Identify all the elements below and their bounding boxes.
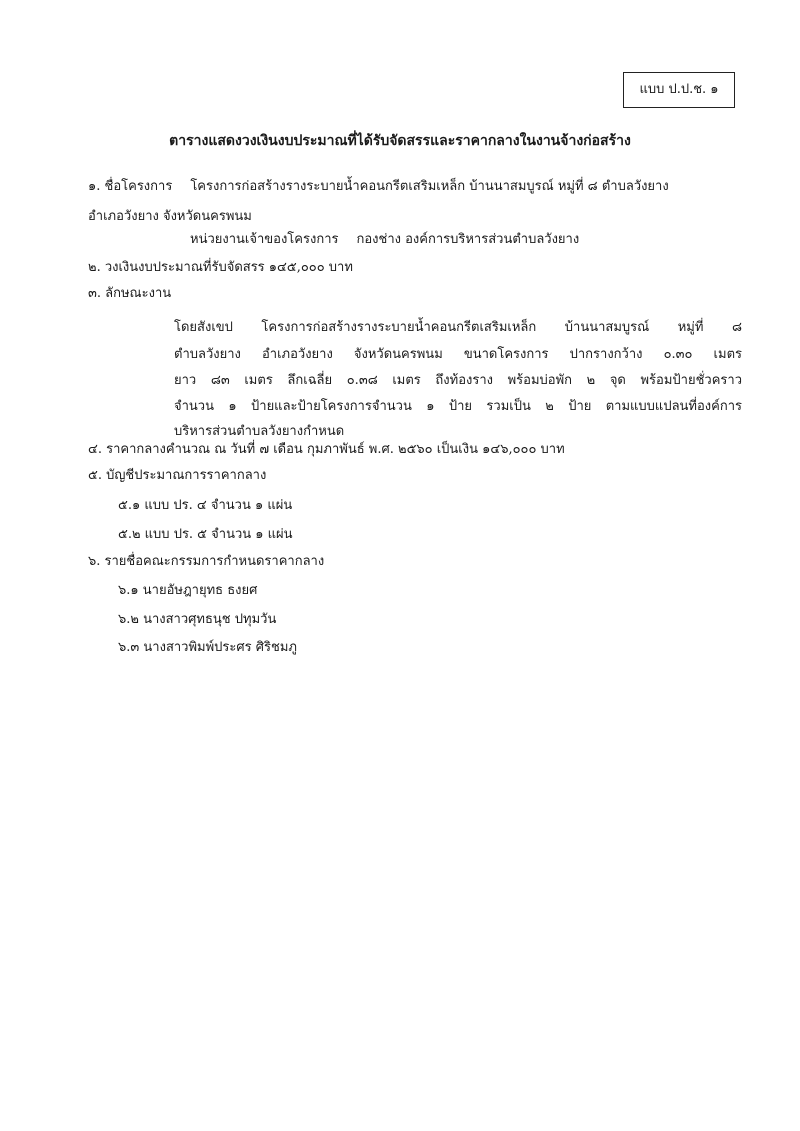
item6-label: ๖. รายชื่อคณะกรรมการกำหนดราคากลาง xyxy=(88,554,325,569)
item3-desc-line: ยาว ๘๓ เมตร ลึกเฉลี่ย ๐.๓๘ เมตร ถึงท้องราง พร้อมบ่อพัก ๒ จุด พร้อมป้ายชั่วคราว xyxy=(174,373,742,388)
item1-label: ๑. ชื่อโครงการ xyxy=(88,179,173,194)
item5-label: ๕. บัญชีประมาณการราคากลาง xyxy=(88,468,267,483)
committee-member: ๖.๓ นางสาวพิมพ์ประศร ศิริชมภู xyxy=(118,640,297,655)
owner-value: กองช่าง องค์การบริหารส่วนตำบลวังยาง xyxy=(356,232,580,247)
item3-desc-line: บริหารส่วนตำบลวังยางกำหนด xyxy=(174,424,345,439)
committee-member: ๖.๒ นางสาวศุทธนุช ปทุมวัน xyxy=(118,612,277,627)
item5-sub: ๕.๒ แบบ ปร. ๕ จำนวน ๑ แผ่น xyxy=(118,527,293,542)
item5-sub: ๕.๑ แบบ ปร. ๔ จำนวน ๑ แผ่น xyxy=(118,498,293,513)
item3-desc-line: โดยสังเขป โครงการก่อสร้างรางระบายน้ำคอนกรีตเสริมเหล็ก บ้านนาสมบูรณ์ หมู่ที่ ๘ xyxy=(174,320,742,335)
item1-value: โครงการก่อสร้างรางระบายน้ำคอนกรีตเสริมเหล็ก บ้านนาสมบูรณ์ หมู่ที่ ๘ ตำบลวังยาง xyxy=(190,179,669,194)
item4-median-price: ๔. ราคากลางคำนวณ ณ วันที่ ๗ เดือน กุมภาพันธ์ พ.ศ. ๒๕๖๐ เป็นเงิน ๑๔๖,๐๐๐ บาท xyxy=(88,442,565,457)
item3-desc-line: ตำบลวังยาง อำเภอวังยาง จังหวัดนครพนม ขนาดโครงการ ปากรางกว้าง ๐.๓๐ เมตร xyxy=(174,347,742,362)
document-title: ตารางแสดงวงเงินงบประมาณที่ได้รับจัดสรรและราคากลางในงานจ้างก่อสร้าง xyxy=(169,133,631,149)
item1-owner-row xyxy=(190,230,579,250)
item3-label: ๓. ลักษณะงาน xyxy=(88,286,172,301)
item2-budget: ๒. วงเงินงบประมาณที่รับจัดสรร ๑๔๕,๐๐๐ บาท xyxy=(88,260,353,275)
form-code-box: แบบ ป.ป.ช. ๑ xyxy=(623,72,735,108)
item3-desc-line: จำนวน ๑ ป้ายและป้ายโครงการจำนวน ๑ ป้าย รวมเป็น ๒ ป้าย ตามแบบแปลนที่องค์การ xyxy=(174,399,742,414)
item1-value-continued: อำเภอวังยาง จังหวัดนครพนม xyxy=(88,209,252,224)
committee-member: ๖.๑ นายอัษฎายุทธ ธงยศ xyxy=(118,583,258,598)
owner-label: หน่วยงานเจ้าของโครงการ xyxy=(190,232,339,247)
item1-row xyxy=(88,177,669,197)
